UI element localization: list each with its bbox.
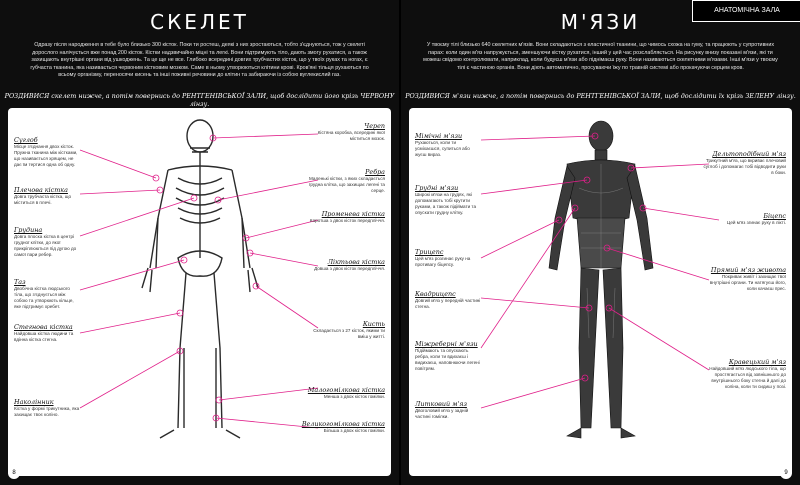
label-humerus: Плечова кістка Довга трубчаста кістка, що міститься в плечі.: [14, 186, 72, 205]
label-tibia: Великогомілкова кістка Більша з двох кісток гомілки.: [301, 420, 385, 433]
label-quadriceps: Квадрицепс Довгий м'яз у передній частині стегна.: [415, 290, 481, 309]
label-hand: Кисть Складається з 27 кісток, якими ти вміш у житті.: [313, 320, 385, 339]
label-intercostal-muscles: Міжреберні м'язи Підіймають та опускають ребра, коли ти вдихаєш і видихаєш, наповнюючи легені повітрям.: [415, 340, 480, 371]
label-radius: Променева кістка Коротша з двох кісток передпліччя.: [309, 210, 385, 223]
label-deltoid: Дельтоподібний м'яз Трикутний м'яз, що вкриває плечовий суглоб і допомагає тобі відводити руки в боки.: [703, 150, 786, 175]
label-femur: Стегнова кістка Найдовша кістка людини та вдінна кістка стегна.: [14, 323, 74, 342]
muscles-instruction: РОЗДИВИСЯ м'язи нижче, а потім повернись до РЕНТГЕНІВСЬКОЇ ЗАЛИ, щоб дослідити їх крізь ЗЕЛЕНУ лінзу.: [405, 92, 796, 100]
left-page: [0, 0, 399, 485]
label-pelvis: Таз Двобічна кістка людського тіла, що з'єднується між собою та утворюють кільце, яке підтримує хребет.: [14, 278, 74, 309]
label-kneecap: Наколінник Кістка у формі трикутника, яка захищає твоє коліно.: [14, 398, 80, 417]
label-sartorius: Кравецький м'яз Найдовший м'яз людського тіла, що простягається від зовнішнього до внутрішнього боку стегна й далі до коліна, коли ти сидиш у позі.: [709, 358, 786, 389]
page-title-skeleton: СКЕЛЕТ: [150, 10, 249, 34]
muscles-intro: У твоєму тілі близько 640 скелетних м'язів. Вони складаються з еластичної тканини, що чимось схожа на гуму, та працюють у супротивних парах: коли один м'яз напружується, зменшуючи кістку рухатися, інший у цей час розслабляється. На рисунку внизу показані м'язи, які ти можеш свідомо контролювати, наприклад, коли будуєш м'язи або піднімаєш руку. Вони називаються скелетними м'язами. Інші м'язи у твоєму тілі є частиною органів. Вони діють автоматично, просуваючи їжу по травній системі або прокачуючи серцем кров.: [423, 42, 778, 71]
muscles-panel: [409, 108, 792, 476]
label-ulna: Ліктьова кістка Довша з двох кісток передпліччя.: [314, 258, 385, 271]
label-fibula: Малогомілкова кістка Менша з двох кісток гомілки.: [307, 386, 385, 399]
skeleton-panel: [8, 108, 391, 476]
skeleton-instruction: РОЗДИВИСЯ скелет нижче, а потім повернись до РЕНТГЕНІВСЬКОЇ ЗАЛИ, щоб дослідити його крізь ЧЕРВОНУ лінзу.: [4, 92, 395, 108]
label-sternum: Грудина Довга плоска кістка в центрі грудної клітки, до якої прикріплюються під дугою до самої пари ребер.: [14, 226, 77, 257]
right-page: [401, 0, 800, 485]
label-biceps: Біцепс Цей м'яз згинає руку в лікті.: [726, 212, 786, 225]
label-facial-muscles: Мімічні м'язи Рухаються, коли ти усміхаєшся, супиться або жуєш вираз.: [415, 132, 470, 157]
label-triceps: Трицепс Цей м'яз розгинає руку на противагу біцепсу.: [415, 248, 471, 267]
page-number-left: 8: [8, 467, 20, 479]
section-tag-anatomy-hall: АНАТОМІЧНА ЗАЛА: [692, 0, 800, 22]
skeleton-intro: Одразу після народження в тебе було близько 300 кісток. Поки ти ростеш, деякі з них зростаються, тобто з'єднуються, тож у скелеті дорослого налічується вже понад 200 кісток. Кістки надзвичайно міцні та легкі. Вони підтримують тіло, дають змогу рухатися, а також захищають внутрішні органи від ушкоджень. Та це ще не все. Глибоко всередині довгих трубчастих кісток, що у твоїх руках та ногах, є губчаста тканина, яка називається червоним кістковим мозком. Саме в ньому утворюються клітини крові. Кров'яні тільця рухаються по всьому організму, переносячи кисень та інші поживні речовини до клітин та забираючи із собою вуглекислий газ.: [30, 42, 369, 79]
page-title-muscles: М'ЯЗИ: [560, 10, 641, 34]
label-joint: Суглоб Місце з'єднання двох кісток. Пружна тканина між кістками, що називається хрящем, не дає їм тертися одна об одну.: [14, 136, 78, 167]
label-rectus-abdominis: Прямий м'яз живота Покриває живіт і захищає твої внутрішні органи. Ти натягуєш його, коли качаєш прес.: [709, 266, 786, 291]
page-number-right: 9: [780, 467, 792, 479]
label-calf-muscle: Литковий м'яз Двоголовий м'яз у задній частині гомілки.: [415, 400, 469, 419]
label-pectoral-muscles: Грудні м'язи Широкі м'язи на грудях, які допомагають тобі крутити руками, а також підіймати та опускати грудну клітку.: [415, 184, 477, 215]
label-skull: Череп Кістяна коробка, всередині якої міститься мозок.: [317, 122, 385, 141]
label-ribs: Ребра Маленькі кістки, з яких складається грудна клітка, що захищає легені та серце.: [308, 168, 385, 193]
